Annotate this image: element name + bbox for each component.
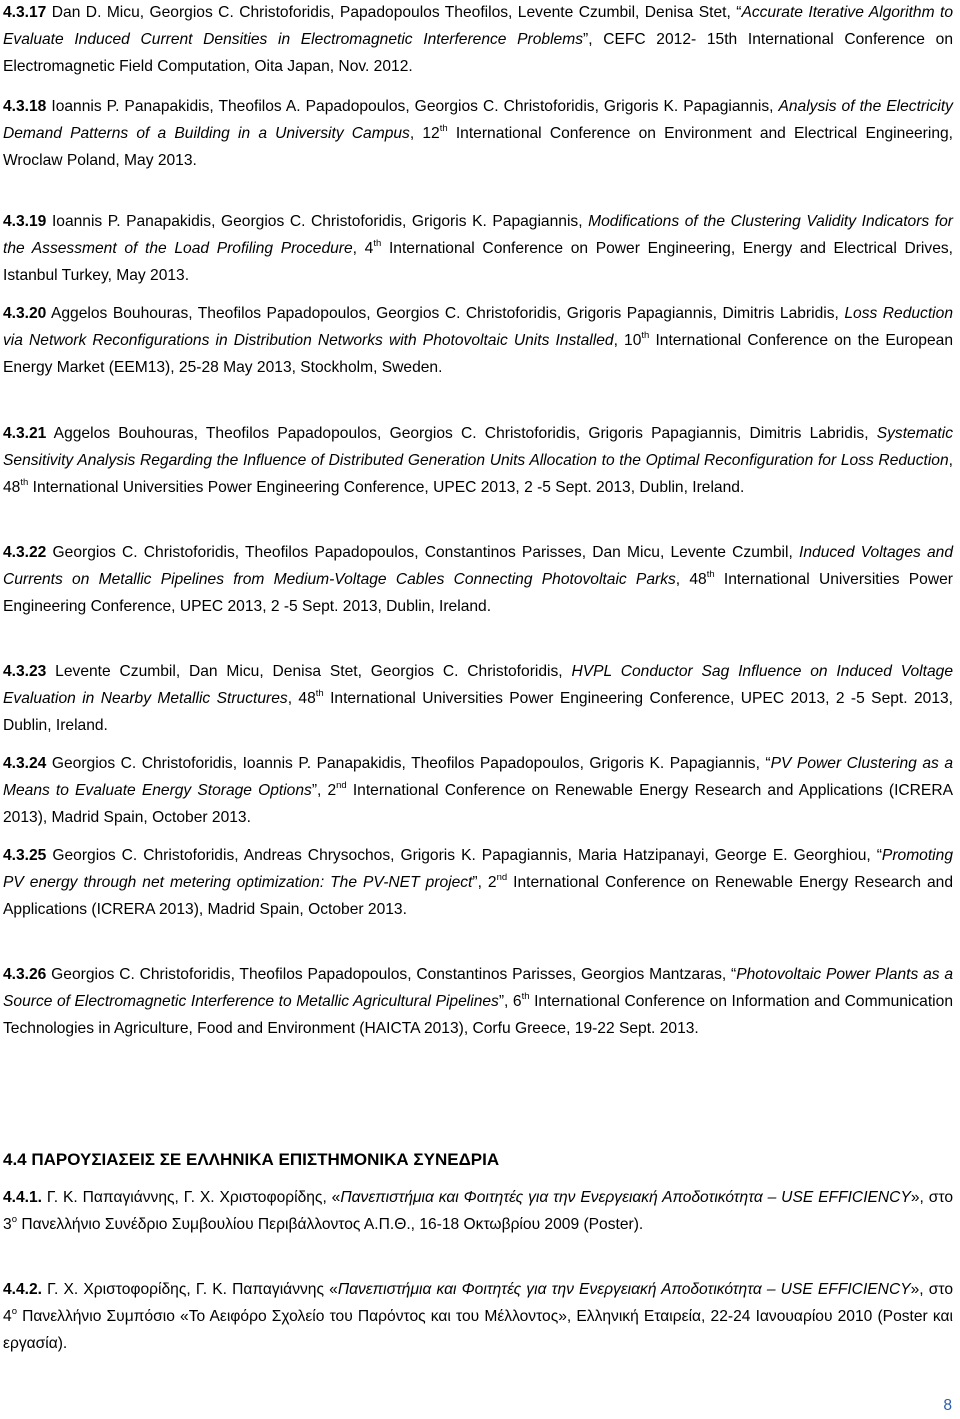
reference-title: Πανεπιστήμια και Φοιτητές για την Ενεργειακή Αποδοτικότητα – USE EFFICIENCY (340, 1189, 911, 1206)
reference-venue: , 48 (675, 571, 707, 588)
reference-venue-tail: Πανελλήνιο Συμπόσιο «Το Αειφόρο Σχολείο του Παρόντος και του Μέλλοντος», Ελληνική Εταιρεία, 22-24 Ιανουαρίου 2010 (Poster και εργασία). (3, 1308, 953, 1352)
ordinal-suffix: th (439, 122, 448, 134)
reference-authors: Ioannis P. Panapakidis, Georgios C. Christoforidis, Grigoris K. Papagiannis, (46, 213, 589, 230)
reference-venue-tail: International Universities Power Engineering Conference, UPEC 2013, 2 -5 Sept. 2013, Dublin, Ireland. (3, 690, 953, 734)
reference-number: 4.4.2. (3, 1281, 43, 1298)
reference-title: Systematic Sensitivity Analysis Regarding the Influence of Distributed Generation Units Allocation to the Optimal Reconfiguration for Loss Reduction (3, 425, 953, 469)
reference-entry-4-3-21 (3, 420, 953, 501)
ordinal-suffix: th (706, 568, 715, 580)
reference-authors: Levente Czumbil, Dan Micu, Denisa Stet, Georgios C. Christoforidis, (46, 663, 572, 680)
reference-number: 4.3.23 (3, 663, 47, 680)
reference-authors: Aggelos Bouhouras, Theofilos Papadopoulos, Georgios C. Christoforidis, Grigoris Papagiannis, Dimitris Labridis, (46, 305, 845, 322)
reference-title: Analysis of the Electricity Demand Patterns of a Building in a University Campus (3, 98, 953, 142)
ordinal-suffix: th (641, 329, 650, 341)
reference-title: PV Power Clustering as a Means to Evaluate Energy Storage Options (3, 755, 953, 799)
reference-authors: Γ. Κ. Παπαγιάννης, Γ. Χ. Χριστοφορίδης, « (42, 1189, 341, 1206)
reference-venue: ”, CEFC 2012- 15th International Conference on Electromagnetic Field Computation, Oita Japan, Nov. 2012. (3, 31, 953, 75)
reference-venue: , 48 (3, 452, 953, 496)
reference-venue-tail: International Conference on Power Engineering, Energy and Electrical Drives, Istanbul Turkey, May 2013. (3, 240, 953, 284)
reference-number: 4.3.25 (3, 847, 47, 864)
reference-number: 4.4.1. (3, 1189, 43, 1206)
ordinal-suffix: th (20, 476, 29, 488)
reference-number: 4.3.17 (3, 4, 47, 21)
reference-authors: Georgios C. Christoforidis, Andreas Chrysochos, Grigoris K. Papagiannis, Maria Hatzipanayi, George E. Georghiou, “ (46, 847, 882, 864)
ordinal-suffix: ο (11, 1305, 17, 1317)
reference-title: Πανεπιστήμια και Φοιτητές για την Ενεργειακή Αποδοτικότητα – USE EFFICIENCY (337, 1281, 911, 1298)
reference-venue-tail: International Universities Power Engineering Conference, UPEC 2013, 2 -5 Sept. 2013, Dublin, Ireland. (28, 479, 745, 496)
reference-authors: Aggelos Bouhouras, Theofilos Papadopoulos, Georgios C. Christoforidis, Grigoris Papagiannis, Dimitris Labridis, (46, 425, 877, 442)
ordinal-suffix: ο (11, 1213, 17, 1225)
reference-venue-tail: International Conference on Renewable Energy Research and Applications (ICRERA 2013), Madrid Spain, October 2013. (3, 874, 953, 918)
reference-entry-4-3-26 (3, 961, 953, 1042)
reference-title: Accurate Iterative Algorithm to Evaluate Induced Current Densities in Electromagnetic Interference Problems (3, 4, 953, 48)
ordinal-suffix: th (315, 687, 324, 699)
reference-authors: Georgios C. Christoforidis, Theofilos Papadopoulos, Constantinos Parisses, Georgios Mantzaras, “ (46, 966, 737, 983)
reference-venue-tail: International Conference on Information and Communication Technologies in Agriculture, Food and Environment (HAICTA 2013), Corfu Greece, 19-22 Sept. 2013. (3, 993, 953, 1037)
reference-venue-tail: Πανελλήνιο Συνέδριο Συμβουλίου Περιβάλλοντος Α.Π.Θ., 16-18 Οκτωβρίου 2009 (Poster). (16, 1216, 644, 1233)
reference-number: 4.3.18 (3, 98, 47, 115)
reference-entry-4-3-17 (3, 0, 953, 80)
reference-entry-4-3-22 (3, 539, 953, 620)
reference-venue-tail: International Conference on Renewable Energy Research and Applications (ICRERA 2013), Madrid Spain, October 2013. (3, 782, 953, 826)
reference-venue: ”, 2 (472, 874, 497, 891)
reference-title: Modifications of the Clustering Validity Indicators for the Assessment of the Load Profiling Procedure (3, 213, 953, 257)
reference-authors: Γ. Χ. Χριστοφορίδης, Γ. Κ. Παπαγιάννης « (42, 1281, 338, 1298)
reference-number: 4.3.22 (3, 544, 47, 561)
greek-reference-entry-4-4-2 (3, 1276, 953, 1357)
reference-authors: Georgios C. Christoforidis, Ioannis P. Panapakidis, Theofilos Papadopoulos, Grigoris K. Papagiannis, “ (46, 755, 771, 772)
reference-entry-4-3-18 (3, 93, 953, 174)
reference-venue: ”, 2 (311, 782, 337, 799)
reference-venue: », στο 3 (3, 1189, 953, 1233)
ordinal-suffix: th (521, 990, 530, 1002)
reference-number: 4.3.19 (3, 213, 47, 230)
reference-entry-4-3-25 (3, 842, 953, 923)
reference-venue-tail: International Conference on Environment and Electrical Engineering, Wroclaw Poland, May 2013. (3, 125, 954, 169)
ordinal-suffix: nd (496, 871, 508, 883)
ordinal-suffix: th (373, 237, 382, 249)
reference-entry-4-3-23 (3, 658, 953, 739)
greek-reference-entry-4-4-1 (3, 1184, 953, 1238)
reference-authors: Dan D. Micu, Georgios C. Christoforidis, Papadopoulos Theofilos, Levente Czumbil, Denisa Stet, “ (46, 4, 742, 21)
reference-venue: », στο 4 (3, 1281, 954, 1325)
reference-venue-tail: International Universities Power Engineering Conference, UPEC 2013, 2 -5 Sept. 2013, Dublin, Ireland. (3, 571, 953, 615)
reference-title: Loss Reduction via Network Reconfigurations in Distribution Networks with Photovoltaic Units Installed (3, 305, 953, 349)
reference-number: 4.3.26 (3, 966, 47, 983)
reference-authors: Georgios C. Christoforidis, Theofilos Papadopoulos, Constantinos Parisses, Dan Micu, Levente Czumbil, (46, 544, 800, 561)
reference-entry-4-3-24 (3, 750, 953, 831)
reference-venue: , 12 (409, 125, 440, 142)
reference-authors: Ioannis P. Panapakidis, Theofilos A. Papadopoulos, Georgios C. Christoforidis, Grigoris K. Papagiannis, (46, 98, 779, 115)
reference-venue: , 48 (287, 690, 316, 707)
ordinal-suffix: nd (336, 779, 347, 791)
reference-entry-4-3-20 (3, 300, 953, 381)
reference-venue: ”, 6 (498, 993, 522, 1010)
reference-title: Photovoltaic Power Plants as a Source of Electromagnetic Interference to Metallic Agricultural Pipelines (3, 966, 954, 1010)
reference-venue: , 10 (613, 332, 642, 349)
reference-number: 4.3.21 (3, 425, 47, 442)
reference-number: 4.3.24 (3, 755, 47, 772)
reference-venue-tail: International Conference on the European Energy Market (EEM13), 25-28 May 2013, Stockholm, Sweden. (3, 332, 953, 376)
reference-title: Promoting PV energy through net metering optimization: The PV-NET project (3, 847, 953, 891)
section-heading: 4.4 ΠΑΡΟΥΣΙΑΣΕΙΣ ΣΕ ΕΛΛΗΝΙΚΑ ΕΠΙΣΤΗΜΟΝΙΚΑ ΣΥΝΕΔΡΙΑ (3, 1150, 500, 1169)
reference-entry-4-3-19 (3, 208, 953, 289)
reference-venue: , 4 (352, 240, 374, 257)
reference-title: HVPL Conductor Sag Influence on Induced Voltage Evaluation in Nearby Metallic Structures (3, 663, 953, 707)
page-number: 8 (943, 1397, 952, 1414)
reference-title: Induced Voltages and Currents on Metallic Pipelines from Medium-Voltage Cables Connecting Photovoltaic Parks (3, 544, 954, 588)
reference-number: 4.3.20 (3, 305, 47, 322)
